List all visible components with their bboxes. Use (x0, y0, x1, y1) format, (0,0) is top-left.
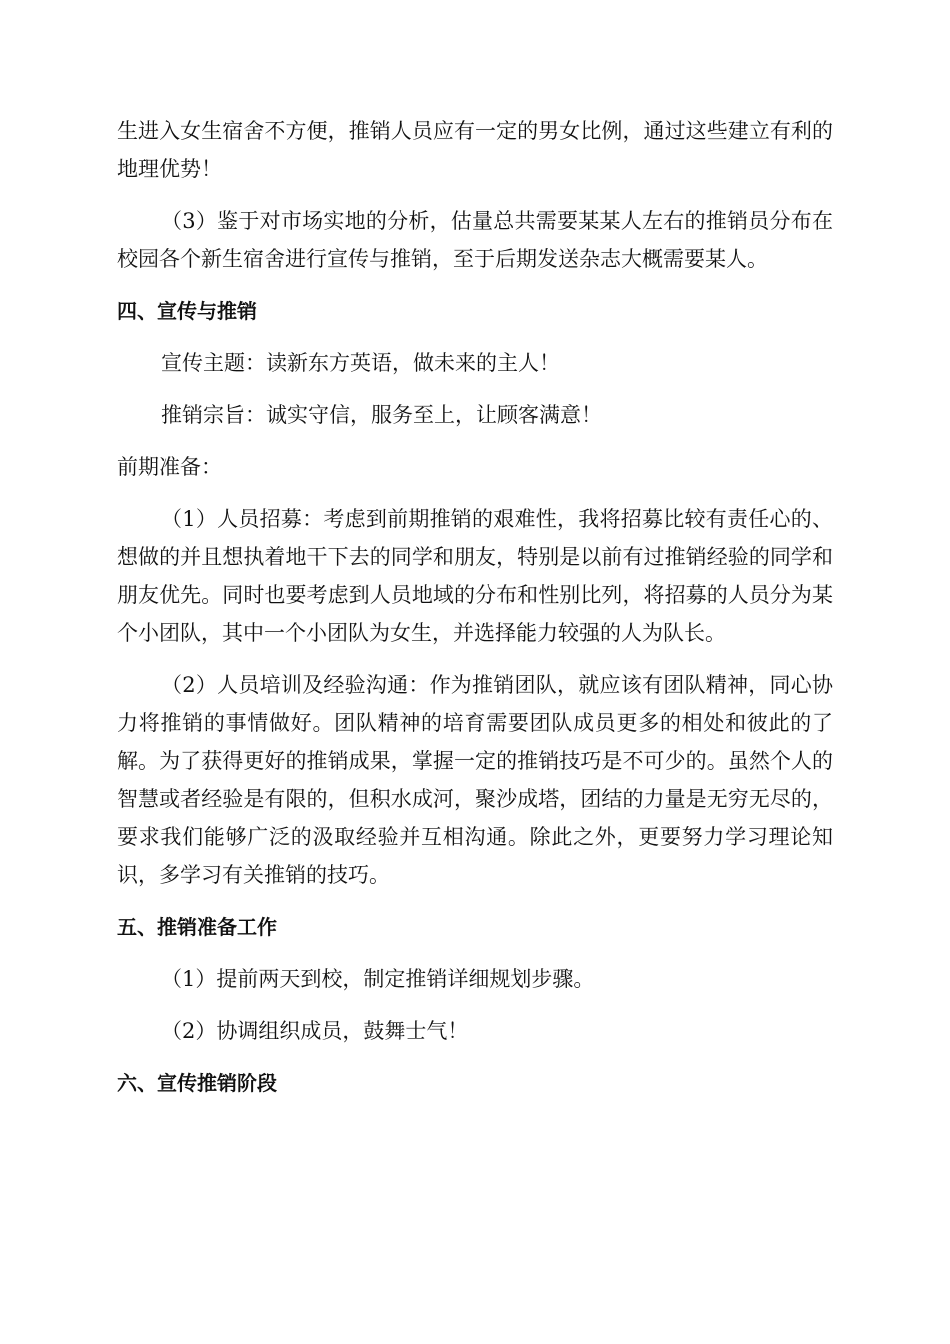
document-body (117, 112, 833, 1116)
paragraph-promotion-theme: 宣传主题：读新东方英语，做未来的主人！ (161, 351, 560, 375)
section-heading-promotion-stage: 六、宣传推销阶段 (117, 1071, 277, 1095)
paragraph-coordinate-team: （2）协调组织成员，鼓舞士气！ (161, 1019, 469, 1043)
paragraph-arrive-early: （1）提前两天到校，制定推销详细规划步骤。 (161, 967, 595, 991)
paragraph-recruitment: （1）人员招募：考虑到前期推销的艰难性，我将招募比较有责任心的、想做的并且想执着地干下去的同学和朋友，特别是以前有过推销经验的同学和朋友优先。同时也要考虑到人员地域的分布和性别比列，将招募的人员分为某个小团队，其中一个小团队为女生，并选择能力较强的人为队长。 (117, 507, 833, 645)
paragraph-staff-estimate: （3）鉴于对市场实地的分析，估量总共需要某某人左右的推销员分布在校园各个新生宿舍进行宣传与推销，至于后期发送杂志大概需要某人。 (117, 209, 833, 271)
paragraph-sales-principle: 推销宗旨：诚实守信，服务至上，让顾客满意！ (161, 403, 602, 427)
paragraph-dormitory-ratio: 生进入女生宿舍不方便，推销人员应有一定的男女比例，通过这些建立有利的地理优势！ (117, 119, 833, 181)
paragraph-preparation-label: 前期准备： (117, 455, 222, 479)
section-heading-sales-prep: 五、推销准备工作 (117, 915, 277, 939)
paragraph-training: （2）人员培训及经验沟通：作为推销团队，就应该有团队精神，同心协力将推销的事情做好。团队精神的培育需要团队成员更多的相处和彼此的了解。为了获得更好的推销成果，掌握一定的推销技巧是不可少的。虽然个人的智慧或者经验是有限的，但积水成河，聚沙成塔，团结的力量是无穷无尽的，要求我们能够广泛的汲取经验并互相沟通。除此之外，更要努力学习理论知识，多学习有关推销的技巧。 (117, 673, 833, 887)
section-heading-promotion: 四、宣传与推销 (117, 299, 257, 323)
